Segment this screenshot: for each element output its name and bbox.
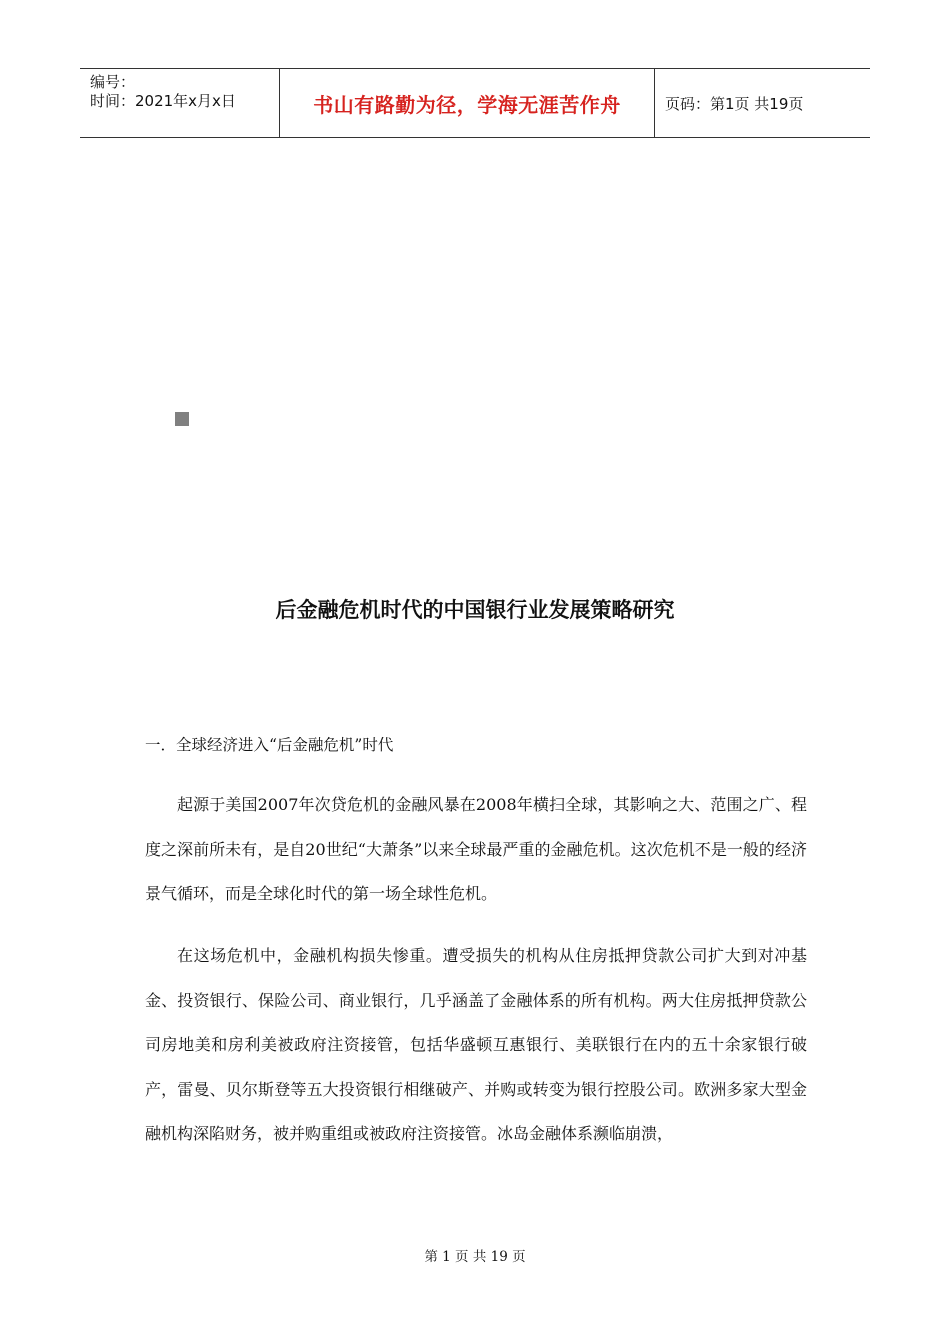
- body-paragraph-1: 起源于美国2007年次贷危机的金融风暴在2008年横扫全球，其影响之大、范围之广、程度之深前所未有，是自20世纪“大萧条”以来全球最严重的金融危机。这次危机不是一般的经济景气循环，而是全球化时代的第一场全球性危机。: [145, 795, 807, 903]
- section-heading: 一．全球经济进入“后金融危机”时代: [145, 736, 394, 754]
- gray-square-icon: [175, 412, 189, 426]
- header-page-info: 页码：第1页 共19页: [665, 94, 804, 113]
- document-title: 后金融危机时代的中国银行业发展策略研究: [275, 598, 675, 622]
- document-time-label: 时间：2021年x月x日: [90, 92, 236, 110]
- header-meta-cell: [80, 69, 280, 137]
- document-header: [80, 68, 870, 138]
- document-number-label: 编号：: [90, 73, 136, 91]
- header-motto: 书山有路勤为径，学海无涯苦作舟: [280, 69, 655, 137]
- body-paragraph-2: 在这场危机中，金融机构损失惨重。遭受损失的机构从住房抵押贷款公司扩大到对冲基金、投资银行、保险公司、商业银行，几乎涵盖了金融体系的所有机构。两大住房抵押贷款公司房地美和房利美被政府注资接管，包括华盛顿互惠银行、美联银行在内的五十余家银行破产，雷曼、贝尔斯登等五大投资银行相继破产、并购或转变为银行控股公司。欧洲多家大型金融机构深陷财务，被并购重组或被政府注资接管。冰岛金融体系濒临崩溃，: [145, 946, 807, 1143]
- page-footer: 第 1 页 共 19 页: [424, 1249, 526, 1265]
